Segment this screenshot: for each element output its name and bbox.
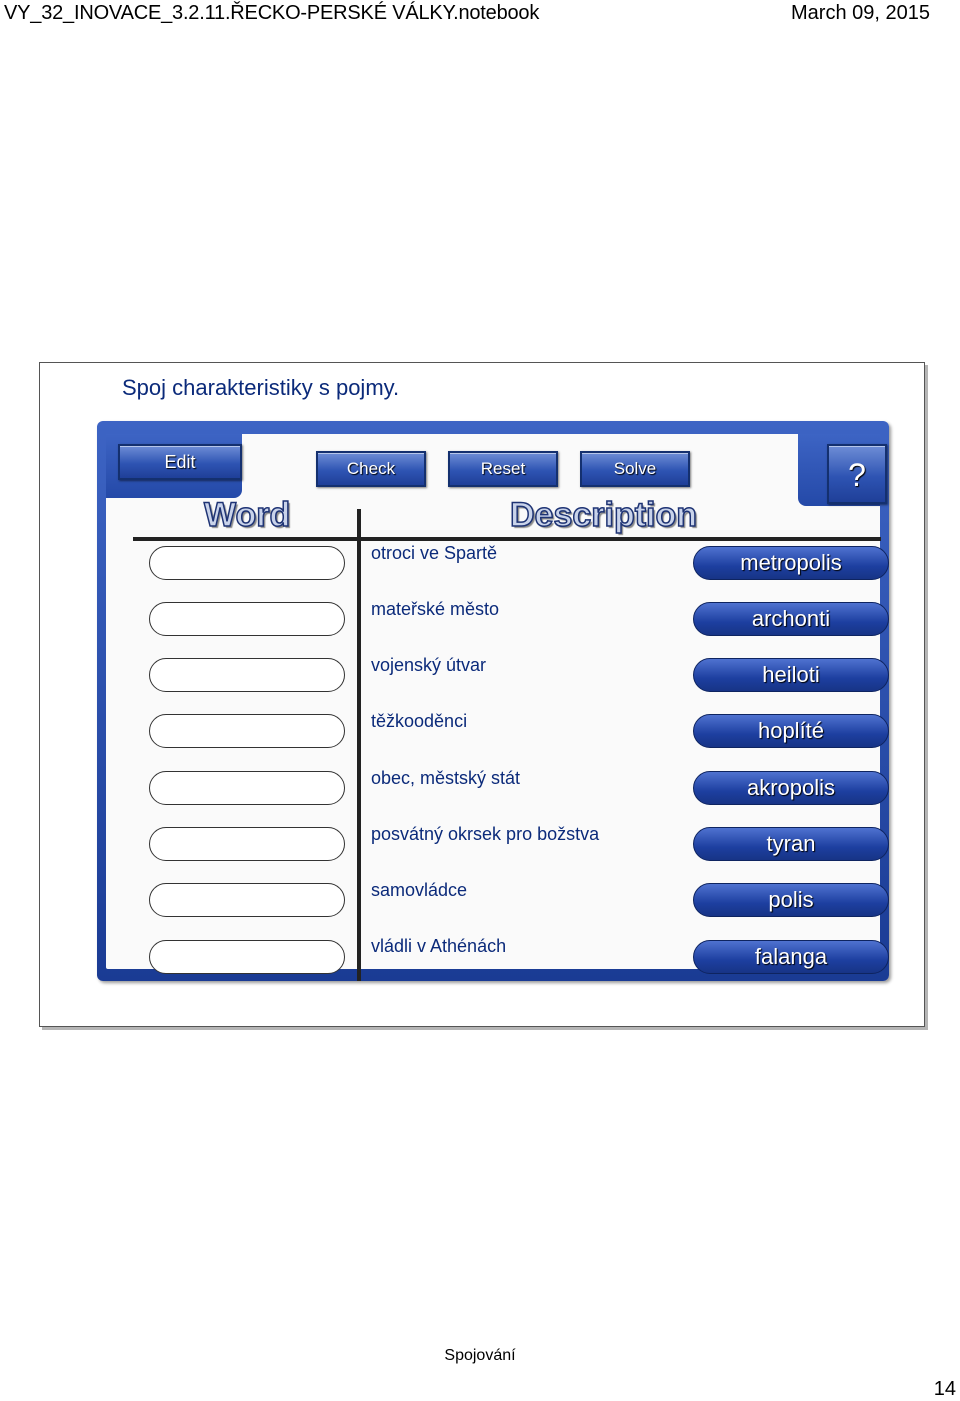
column-divider [357, 509, 361, 981]
solve-button[interactable]: Solve [580, 451, 690, 487]
term-hoplite[interactable]: hoplíté [693, 714, 889, 748]
term-falanga[interactable]: falanga [693, 940, 889, 974]
edit-button[interactable]: Edit [118, 444, 242, 480]
page-frame [39, 362, 925, 1027]
header-filename: VY_32_INOVACE_3.2.11.ŘECKO-PERSKÉ VÁLKY.notebook [4, 2, 540, 24]
description-1: otroci ve Spartě [371, 543, 498, 563]
drop-slot-8[interactable] [149, 940, 345, 974]
description-7: samovládce [371, 880, 468, 900]
help-button[interactable]: ? [827, 444, 887, 504]
term-akropolis[interactable]: akropolis [693, 771, 889, 805]
term-tyran[interactable]: tyran [693, 827, 889, 861]
term-polis[interactable]: polis [693, 883, 889, 917]
description-3: vojenský útvar [371, 655, 487, 675]
description-column-header: Description [510, 496, 698, 534]
description-6: posvátný okrsek pro božstva [371, 824, 600, 844]
header-date: March 09, 2015 [791, 2, 930, 24]
description-2: mateřské město [371, 599, 500, 619]
matching-board [106, 434, 880, 969]
reset-button[interactable]: Reset [448, 451, 558, 487]
page-number: 14 [933, 1378, 956, 1400]
drop-slot-4[interactable] [149, 714, 345, 748]
term-heiloti[interactable]: heiloti [693, 658, 889, 692]
description-4: těžkooděnci [371, 711, 468, 731]
header-divider [133, 537, 881, 541]
description-5: obec, městský stát [371, 768, 521, 788]
description-8: vládli v Athénách [371, 936, 507, 956]
drop-slot-5[interactable] [149, 771, 345, 805]
check-button[interactable]: Check [316, 451, 426, 487]
instruction-text: Spoj charakteristiky s pojmy. [122, 375, 400, 400]
word-column-header: Word [204, 496, 291, 534]
footer-label: Spojování [444, 1347, 516, 1364]
term-archonti[interactable]: archonti [693, 602, 889, 636]
term-metropolis[interactable]: metropolis [693, 546, 889, 580]
drop-slot-3[interactable] [149, 658, 345, 692]
drop-slot-7[interactable] [149, 883, 345, 917]
drop-slot-1[interactable] [149, 546, 345, 580]
drop-slot-6[interactable] [149, 827, 345, 861]
drop-slot-2[interactable] [149, 602, 345, 636]
matching-widget [97, 421, 889, 981]
